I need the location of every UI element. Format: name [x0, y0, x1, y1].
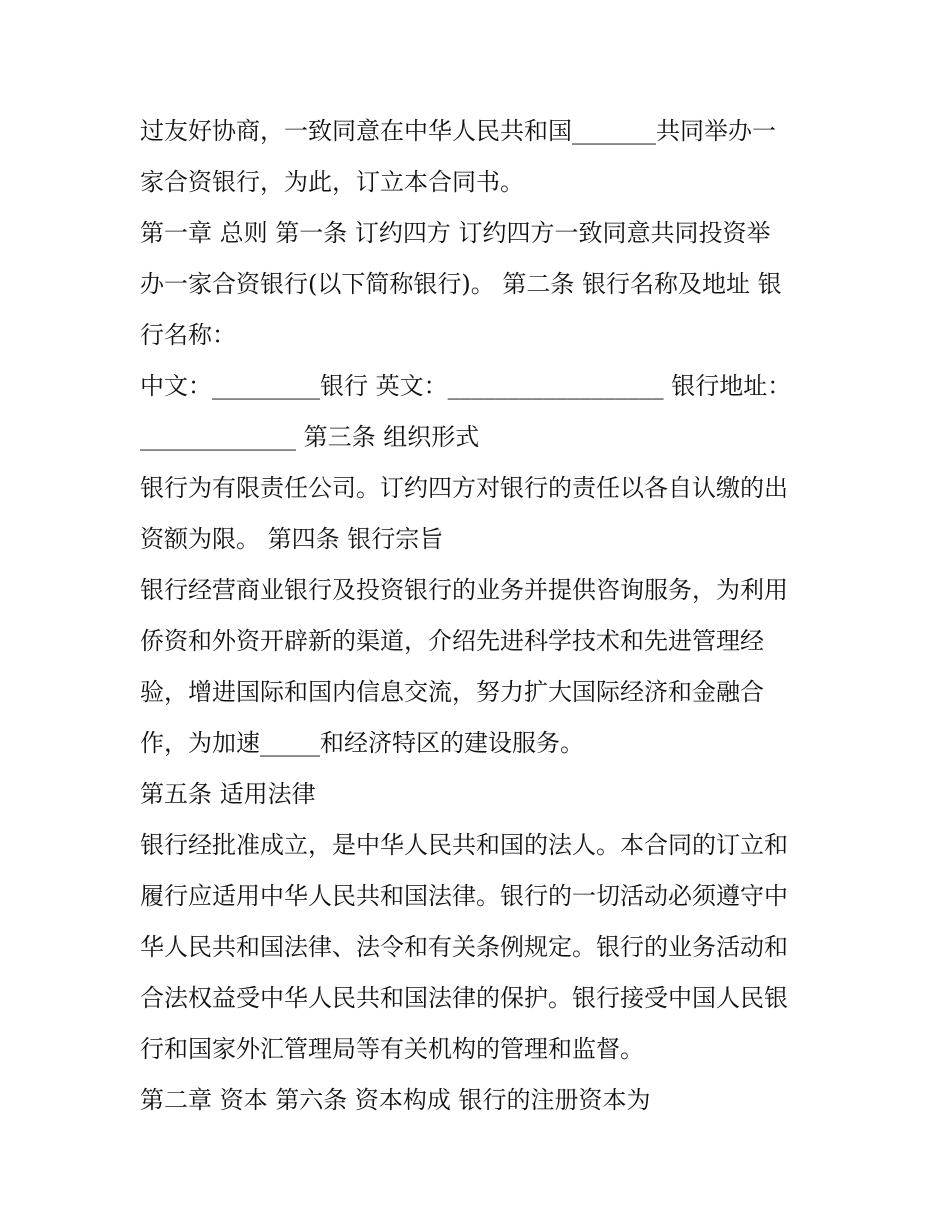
contract-body-text: [140, 106, 820, 1126]
text-line: 合法权益受中华人民共和国法律的保护。银行接受中国人民银: [140, 984, 788, 1012]
bank-name-blanks-line: 中文：_________银行 英文：__________________ 银行地址：: [140, 372, 792, 400]
chapter-2-heading-line: 第二章 资本 第六条 资本构成 银行的注册资本为: [140, 1086, 651, 1114]
text-line: 过友好协商，一致同意在中华人民共和国_______共同举办一: [140, 117, 776, 145]
text-line: 验，增进国际和国内信息交流，努力扩大国际经济和金融合: [140, 678, 764, 706]
article-4-heading-line: 资额为限。 第四条 银行宗旨: [140, 525, 444, 553]
text-line: 履行应适用中华人民共和国法律。银行的一切活动必须遵守中: [140, 882, 788, 910]
text-line: 办一家合资银行(以下简称银行)。 第二条 银行名称及地址 银: [140, 270, 782, 298]
text-line: 银行为有限责任公司。订约四方对银行的责任以各自认缴的出: [140, 474, 788, 502]
text-line: 行和国家外汇管理局等有关机构的管理和监督。: [140, 1035, 644, 1063]
text-line: 华人民共和国法律、法令和有关条例规定。银行的业务活动和: [140, 933, 788, 961]
text-line: 家合资银行，为此，订立本合同书。: [140, 168, 524, 196]
text-line: 行名称：: [140, 321, 236, 349]
text-line: 银行经营商业银行及投资银行的业务并提供咨询服务，为利用: [140, 576, 788, 604]
article-5-heading-line: 第五条 适用法律: [140, 780, 316, 808]
text-line: 作，为加速_____和经济特区的建设服务。: [140, 729, 584, 757]
article-3-heading-line: _____________ 第三条 组织形式: [140, 423, 480, 451]
text-line: 侨资和外资开辟新的渠道，介绍先进科学技术和先进管理经: [140, 627, 764, 655]
chapter-1-heading-line: 第一章 总则 第一条 订约四方 订约四方一致同意共同投资举: [140, 219, 771, 247]
text-line: 银行经批准成立，是中华人民共和国的法人。本合同的订立和: [140, 831, 788, 859]
